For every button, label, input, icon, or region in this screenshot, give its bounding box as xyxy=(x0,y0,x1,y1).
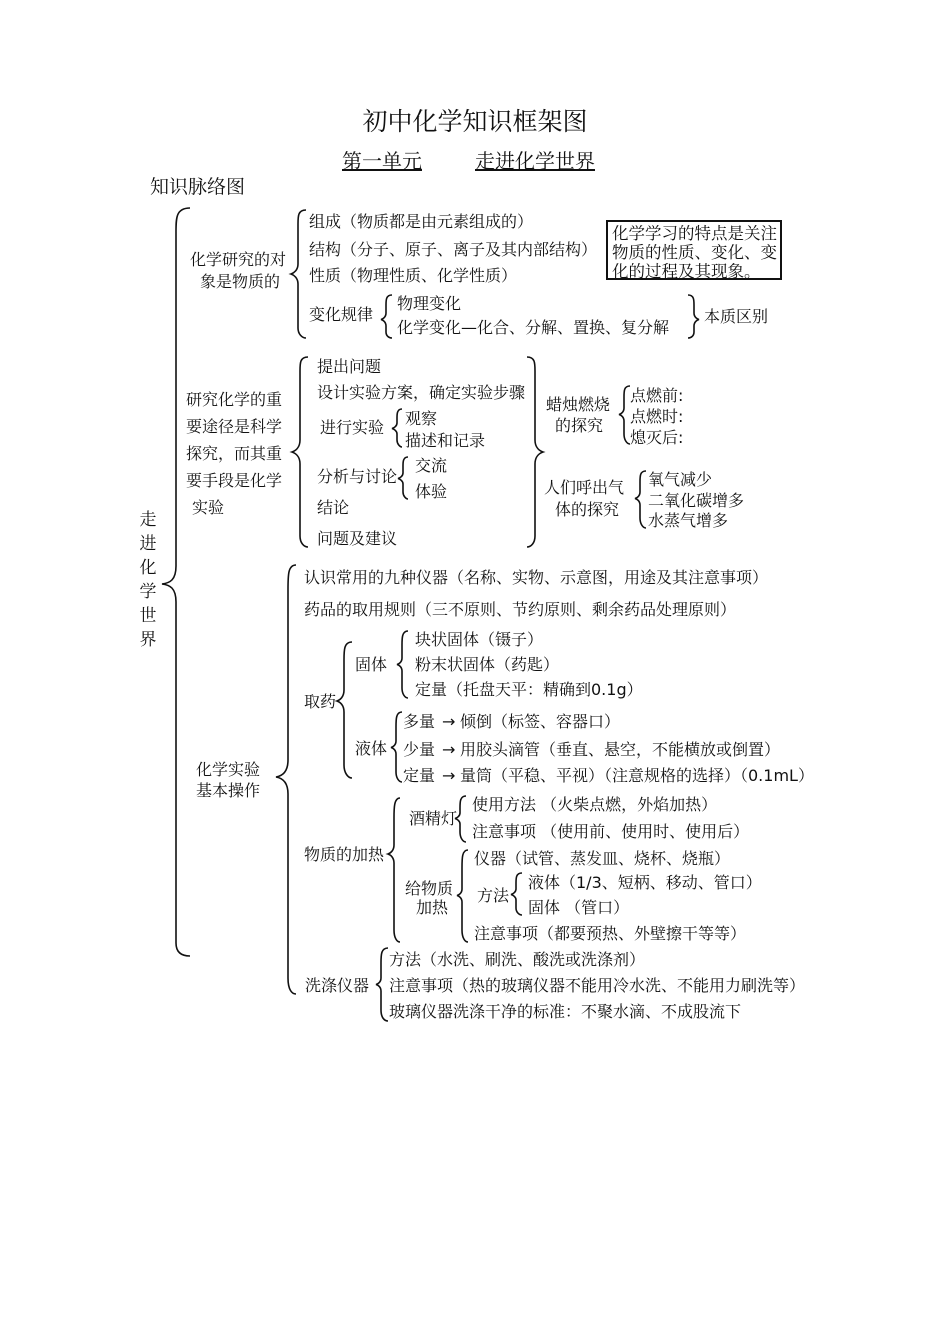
branch2-label-line2: 要途径是科学 xyxy=(186,417,283,436)
essential-difference: 本质区别 xyxy=(704,307,769,326)
step-do-experiment: 进行实验 xyxy=(320,418,385,437)
instrument-item: 认识常用的九种仪器（名称、实物、示意图，用途及其注意事项） xyxy=(304,568,769,587)
solid-powder: 粉末状固体（药匙） xyxy=(415,655,560,674)
arrow-icon: → xyxy=(442,766,456,785)
liquid-large-amount: 多量 xyxy=(403,712,436,731)
method-liquid: 液体（1/3、短柄、移动、管口） xyxy=(528,873,762,892)
study-feature-note: 化学学习的特点是关注物质的性质、变化、变化的过程及其现象。 xyxy=(606,220,782,280)
property-item: 性质（物理性质、化学性质） xyxy=(309,266,518,285)
oxygen-decrease: 氧气减少 xyxy=(648,470,713,489)
unit-name: 走进化学世界 xyxy=(475,149,595,173)
heat-apparatus: 仪器（试管、蒸发皿、烧杯、烧瓶） xyxy=(474,849,731,868)
solid-quantitative: 定量（托盘天平：精确到0.1g） xyxy=(415,680,643,699)
branch3-label-line2: 基本操作 xyxy=(196,781,261,800)
step-experience: 体验 xyxy=(415,482,448,501)
lamp-caution: 注意事项 （使用前、使用时、使用后） xyxy=(472,822,750,841)
branch2-label-line1: 研究化学的重 xyxy=(186,390,283,409)
composition-item: 组成（物质都是由元素组成的） xyxy=(309,212,534,231)
heat-caution: 注意事项（都要预热、外壁擦干等等） xyxy=(474,924,747,943)
washing-standard: 玻璃仪器洗涤干净的标准：不聚水滴、不成股流下 xyxy=(389,1002,742,1021)
step-conclusion: 结论 xyxy=(317,498,350,517)
co2-increase: 二氧化碳增多 xyxy=(648,491,745,510)
washing-method: 方法（水洗、刷洗、酸洗或洗涤剂） xyxy=(389,950,646,969)
breath-label-line1: 人们呼出气 xyxy=(544,478,625,497)
branch1-label-line1: 化学研究的对 xyxy=(190,250,287,269)
taking-label: 取药 xyxy=(304,692,337,711)
candle-during: 点燃时: xyxy=(630,407,684,426)
breath-label-line2: 体的探究 xyxy=(555,500,620,519)
branch3-label-line1: 化学实验 xyxy=(196,760,261,779)
liquid-pour: 倾倒（标签、容器口） xyxy=(460,712,621,731)
liquid-dropper: 用胶头滴管（垂直、悬空，不能横放或倒置） xyxy=(460,740,781,759)
structure-item: 结构（分子、原子、离子及其内部结构） xyxy=(309,240,598,259)
section-heading: 知识脉络图 xyxy=(150,176,246,198)
candle-label-line1: 蜡烛燃烧 xyxy=(546,395,611,414)
method-solid: 固体 （管口） xyxy=(528,898,630,917)
washing-label: 洗涤仪器 xyxy=(305,976,370,995)
liquid-cylinder: 量筒（平稳、平视）（注意规格的选择）（0.1mL） xyxy=(460,766,814,785)
drug-rules-item: 药品的取用规则（三不原则、节约原则、剩余药品处理原则） xyxy=(304,600,737,619)
step-communicate: 交流 xyxy=(415,456,448,475)
step-suggestion: 问题及建议 xyxy=(317,529,398,548)
step-analyze: 分析与讨论 xyxy=(317,467,398,486)
candle-after: 熄灭后: xyxy=(630,428,684,447)
change-law-label: 变化规律 xyxy=(309,305,374,324)
washing-caution: 注意事项（热的玻璃仪器不能用冷水洗、不能用力刷洗等） xyxy=(389,976,806,995)
branch2-label-line4: 要手段是化学 xyxy=(186,471,283,490)
liquid-label: 液体 xyxy=(355,739,388,758)
chemical-change: 化学变化—化合、分解、置换、复分解 xyxy=(397,318,670,337)
branch1-label-line2: 象是物质的 xyxy=(200,272,281,291)
physical-change: 物理变化 xyxy=(397,294,462,313)
step-ask-question: 提出问题 xyxy=(317,357,382,376)
solid-label: 固体 xyxy=(355,655,388,674)
page-title: 初中化学知识框架图 xyxy=(362,107,588,136)
unit-label: 第一单元 xyxy=(342,149,422,173)
arrow-icon: → xyxy=(442,740,456,759)
root-topic: 走进化学世界 xyxy=(139,510,157,650)
branch2-label-line3: 探究，而其重 xyxy=(186,444,283,463)
solid-block: 块状固体（镊子） xyxy=(415,630,544,649)
lamp-usage: 使用方法 （火柴点燃，外焰加热） xyxy=(472,795,718,814)
candle-before: 点燃前: xyxy=(630,386,684,405)
lamp-label: 酒精灯 xyxy=(409,809,458,828)
branch2-label-line5: 实验 xyxy=(192,498,225,517)
method-label: 方法 xyxy=(477,886,510,905)
step-record: 描述和记录 xyxy=(405,431,486,450)
give-heat-label-line2: 加热 xyxy=(416,898,449,917)
liquid-small-amount: 少量 xyxy=(403,740,436,759)
candle-label-line2: 的探究 xyxy=(555,416,604,435)
vapor-increase: 水蒸气增多 xyxy=(648,511,729,530)
step-design-plan: 设计实验方案，确定实验步骤 xyxy=(317,383,526,402)
heating-label: 物质的加热 xyxy=(304,845,385,864)
give-heat-label-line1: 给物质 xyxy=(405,879,454,898)
step-observe: 观察 xyxy=(405,409,438,428)
liquid-quantitative: 定量 xyxy=(403,766,436,785)
arrow-icon: → xyxy=(442,712,456,731)
